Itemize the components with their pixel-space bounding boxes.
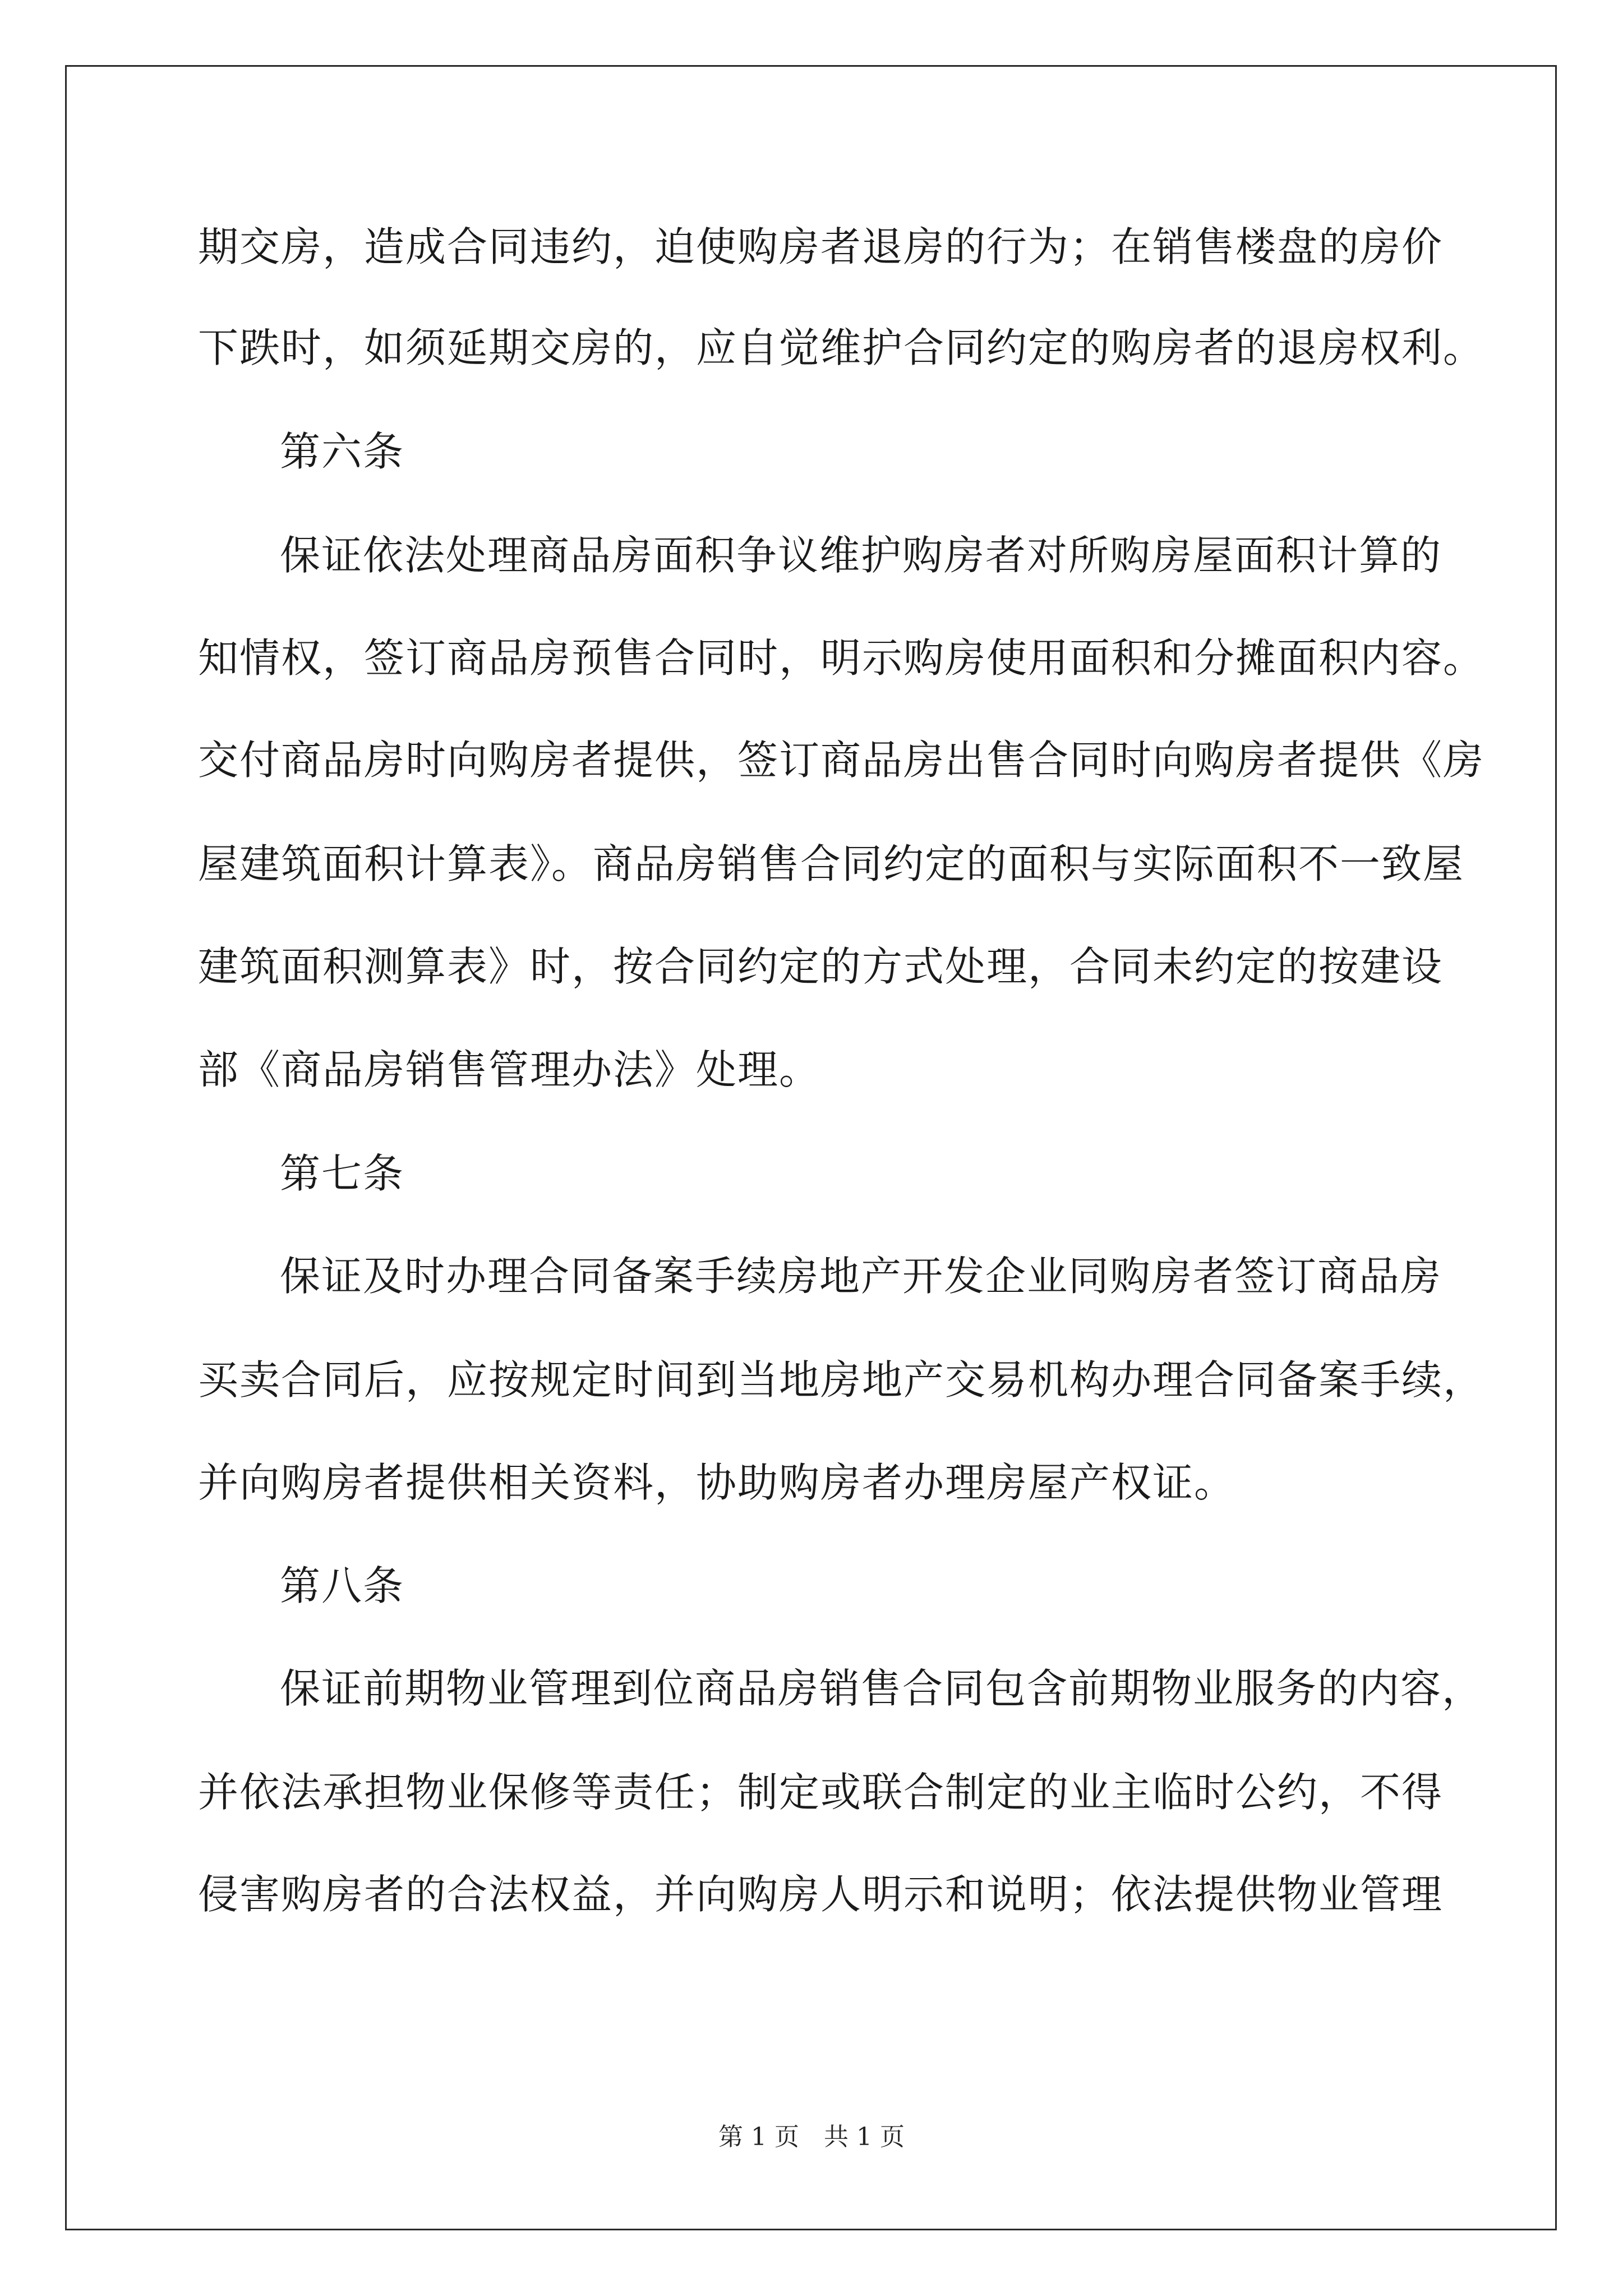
article-heading: 第八条	[280, 1562, 405, 1609]
text-line: 保证依法处理商品房面积争议维护购房者对所购房屋面积计算的	[280, 532, 1442, 579]
text-line: 交付商品房时向购房者提供，签订商品房出售合同时向购房者提供《房	[198, 737, 1485, 784]
text-line: 并依法承担物业保修等责任；制定或联合制定的业主临时公约，不得	[198, 1769, 1444, 1816]
text-line: 保证前期物业管理到位商品房销售合同包含前期物业服务的内容，	[280, 1665, 1484, 1712]
text-line: 侵害购房者的合法权益，并向购房人明示和说明；依法提供物业管理	[198, 1871, 1444, 1918]
text-line: 建筑面积测算表》时，按合同约定的方式处理，合同未约定的按建设	[198, 943, 1444, 990]
text-line: 部《商品房销售管理办法》处理。	[198, 1046, 821, 1093]
text-line: 屋建筑面积计算表》。商品房销售合同约定的面积与实际面积不一致屋	[198, 840, 1465, 887]
article-heading: 第七条	[280, 1150, 405, 1197]
text-line: 并向购房者提供相关资料，协助购房者办理房屋产权证。	[198, 1459, 1236, 1506]
text-line: 下跌时，如须延期交房的，应自觉维护合同约定的购房者的退房权利。	[198, 324, 1485, 371]
page-number-footer: 第 1 页 共 1 页	[718, 2123, 905, 2151]
text-line: 期交房，造成合同违约，迫使购房者退房的行为；在销售楼盘的房价	[198, 223, 1444, 270]
text-line: 保证及时办理合同备案手续房地产开发企业同购房者签订商品房	[280, 1253, 1442, 1300]
text-line: 知情权，签订商品房预售合同时，明示购房使用面积和分摊面积内容。	[198, 634, 1485, 682]
text-line: 买卖合同后，应按规定时间到当地房地产交易机构办理合同备案手续，	[198, 1356, 1485, 1404]
article-heading: 第六条	[280, 428, 405, 475]
